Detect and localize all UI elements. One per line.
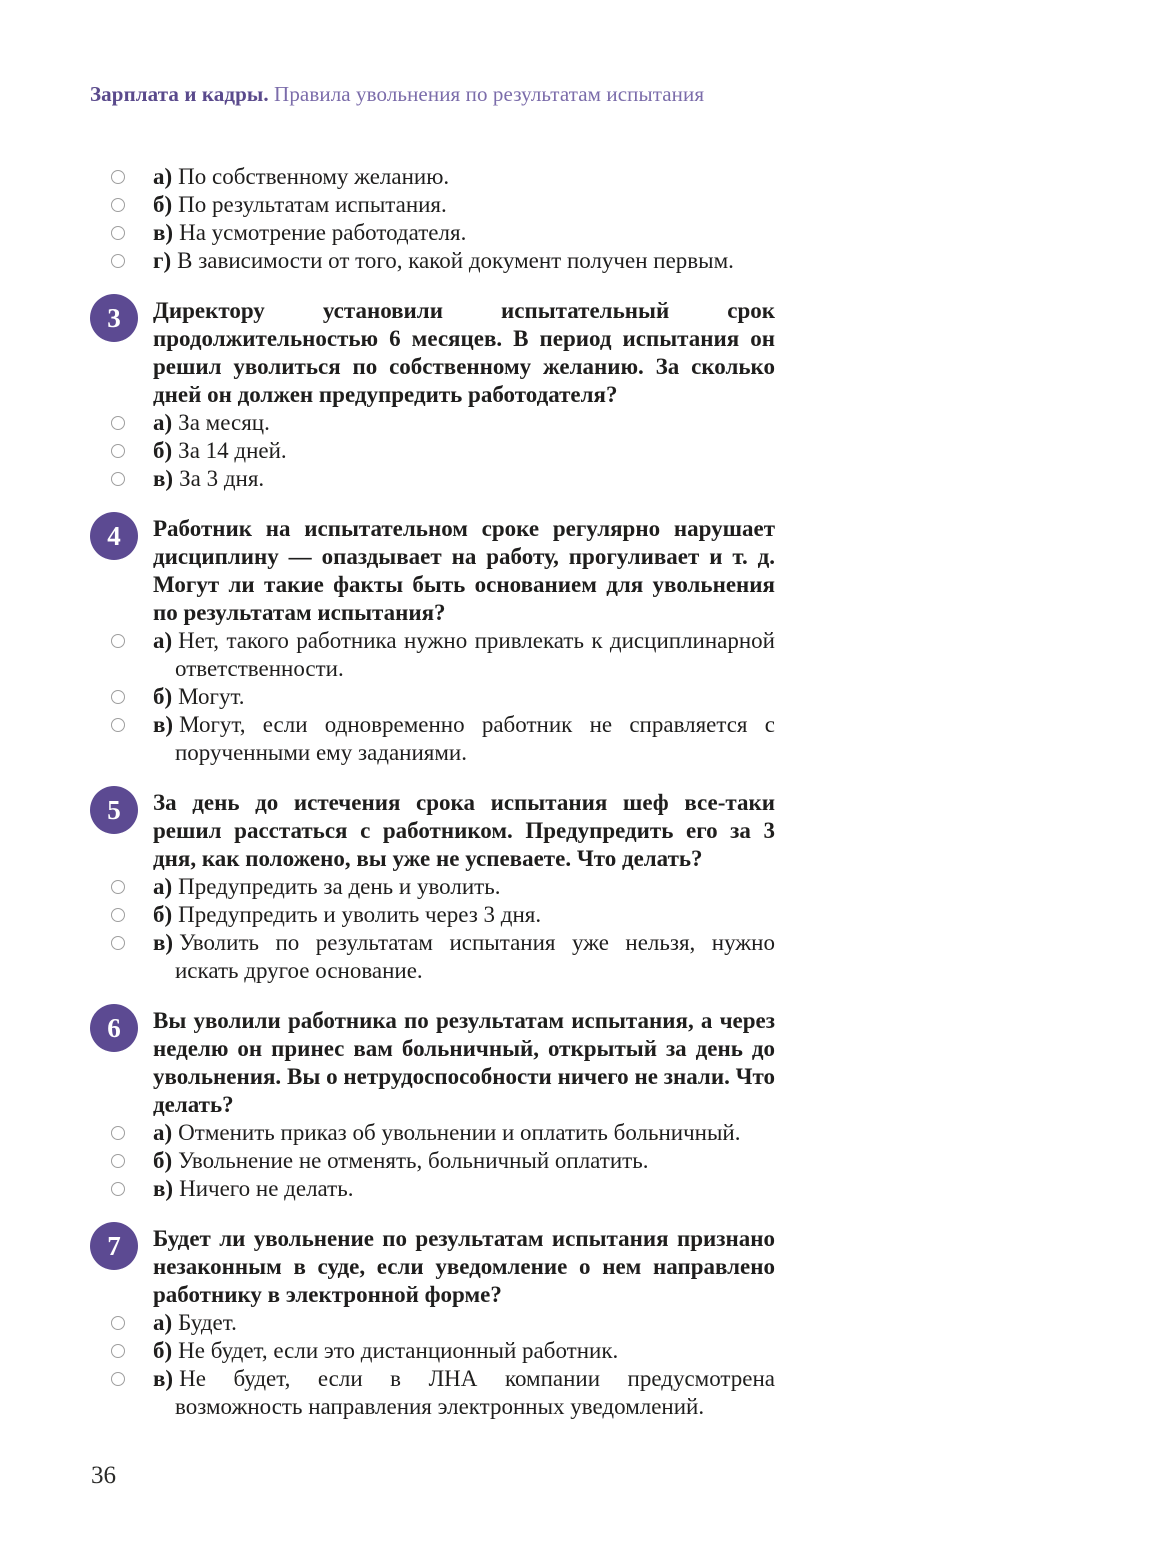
radio-icon	[111, 198, 125, 212]
option-v	[153, 1365, 775, 1421]
radio-icon	[111, 634, 125, 648]
radio-icon	[111, 444, 125, 458]
option-b	[153, 901, 775, 929]
option-b	[153, 191, 775, 219]
option-v	[153, 711, 775, 767]
question-5	[107, 789, 775, 985]
radio-icon	[111, 690, 125, 704]
question-number-badge: 6	[90, 1004, 138, 1052]
option-b	[153, 683, 775, 711]
option-text: В зависимости от того, какой документ получен первым.	[177, 248, 734, 273]
option-letter: а)	[153, 164, 173, 189]
option-text: За 3 дня.	[179, 466, 265, 491]
radio-icon	[111, 936, 125, 950]
option-b	[153, 1337, 775, 1365]
option-letter: б)	[153, 684, 173, 709]
question-text: Будет ли увольнение по результатам испытания признано незаконным в суде, если уведомление о нем направлено работнику в электронной форме?	[153, 1226, 775, 1307]
option-letter: в)	[153, 1366, 174, 1391]
question-text: За день до истечения срока испытания шеф все-таки решил расстаться с работником. Предупредить его за 3 дня, как положено, вы уже не успеваете. Что делать?	[153, 790, 775, 871]
radio-icon	[111, 472, 125, 486]
option-text: Не будет, если в ЛНА компании предусмотрена возможность направления электронных уведомлений.	[175, 1366, 775, 1419]
question-3	[107, 297, 775, 493]
question-4	[107, 515, 775, 767]
option-text: По собственному желанию.	[178, 164, 450, 189]
option-letter: б)	[153, 902, 173, 927]
option-letter: в)	[153, 466, 174, 491]
radio-icon	[111, 1154, 125, 1168]
option-letter: г)	[153, 248, 172, 273]
radio-icon	[111, 880, 125, 894]
radio-icon	[111, 1182, 125, 1196]
option-a	[153, 627, 775, 683]
option-letter: а)	[153, 410, 173, 435]
question-number-badge: 5	[90, 786, 138, 834]
option-text: Могут.	[178, 684, 245, 709]
option-a	[153, 873, 775, 901]
question-text: Вы уволили работника по результатам испытания, а через неделю он принес вам больничный, открытый за день до увольнения. Вы о нетрудоспособности ничего не знали. Что делать?	[153, 1008, 775, 1117]
option-v	[153, 219, 775, 247]
option-b	[153, 437, 775, 465]
option-a	[153, 1309, 775, 1337]
option-text: По результатам испытания.	[178, 192, 447, 217]
option-letter: в)	[153, 1176, 174, 1201]
option-letter: а)	[153, 1120, 173, 1145]
option-letter: в)	[153, 712, 174, 737]
option-text: Нет, такого работника нужно привлекать к дисциплинарной ответственности.	[175, 628, 775, 681]
option-text: Предупредить и уволить через 3 дня.	[178, 902, 542, 927]
radio-icon	[111, 254, 125, 268]
question-text: Директору установили испытательный срок продолжительностью 6 месяцев. В период испытания он решил уволиться по собственному желанию. За сколько дней он должен предупредить работодателя?	[153, 298, 775, 407]
option-text: Ничего не делать.	[179, 1176, 354, 1201]
option-a	[153, 409, 775, 437]
radio-icon	[111, 908, 125, 922]
running-head-title: Правила увольнения по результатам испытания	[268, 82, 705, 106]
option-letter: б)	[153, 438, 173, 463]
page-number: 36	[91, 1462, 116, 1489]
radio-icon	[111, 170, 125, 184]
option-letter: б)	[153, 1148, 173, 1173]
radio-icon	[111, 1126, 125, 1140]
radio-icon	[111, 1372, 125, 1386]
option-v	[153, 1175, 775, 1203]
option-text: Не будет, если это дистанционный работник.	[178, 1338, 619, 1363]
option-letter: в)	[153, 930, 174, 955]
option-g	[153, 247, 775, 275]
option-v	[153, 929, 775, 985]
radio-icon	[111, 226, 125, 240]
option-letter: б)	[153, 192, 173, 217]
option-text: За 14 дней.	[178, 438, 287, 463]
option-letter: б)	[153, 1338, 173, 1363]
option-letter: а)	[153, 628, 173, 653]
radio-icon	[111, 1344, 125, 1358]
radio-icon	[111, 1316, 125, 1330]
option-a	[153, 163, 775, 191]
option-v	[153, 465, 775, 493]
option-text: Будет.	[178, 1310, 237, 1335]
option-text: Отменить приказ об увольнении и оплатить больничный.	[178, 1120, 741, 1145]
question-number-badge: 4	[90, 512, 138, 560]
option-b	[153, 1147, 775, 1175]
radio-icon	[111, 718, 125, 732]
option-text: Увольнение не отменять, больничный оплатить.	[178, 1148, 649, 1173]
option-text: За месяц.	[178, 410, 270, 435]
option-a	[153, 1119, 775, 1147]
radio-icon	[111, 416, 125, 430]
option-text: Могут, если одновременно работник не справляется с порученными ему заданиями.	[175, 712, 775, 765]
question-7	[107, 1225, 775, 1421]
option-text: Предупредить за день и уволить.	[178, 874, 501, 899]
option-text: Уволить по результатам испытания уже нельзя, нужно искать другое основание.	[175, 930, 775, 983]
question-text: Работник на испытательном сроке регулярно нарушает дисциплину — опаздывает на работу, прогуливает и т. д. Могут ли такие факты быть основанием для увольнения по результатам испытания?	[153, 516, 775, 625]
option-letter: а)	[153, 1310, 173, 1335]
option-text: На усмотрение работодателя.	[179, 220, 467, 245]
content-column	[107, 163, 775, 1421]
running-head-section: Зарплата и кадры.	[90, 82, 269, 106]
question-number-badge: 3	[90, 294, 138, 342]
question-6	[107, 1007, 775, 1203]
option-letter: в)	[153, 220, 174, 245]
running-head	[90, 82, 704, 107]
intro-options-list	[153, 163, 775, 275]
option-letter: а)	[153, 874, 173, 899]
question-number-badge: 7	[90, 1222, 138, 1270]
